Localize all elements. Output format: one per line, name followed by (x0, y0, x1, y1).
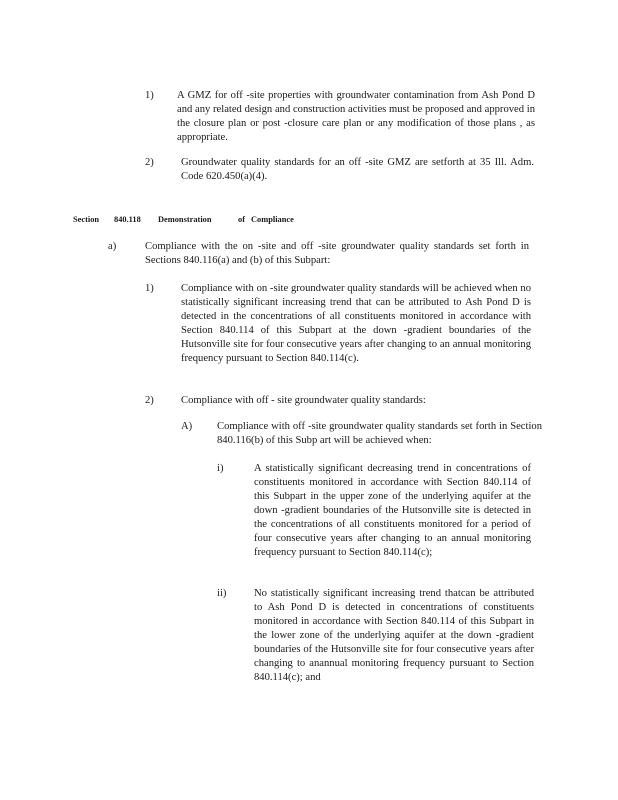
section-title-word: Demonstration (158, 215, 212, 224)
item-text: A GMZ for off -site properties with groundwater contamination from Ash Pond D and any related design and construction activities must be proposed and approved in the closure plan or post -closure care plan or any modification of those plans , as appropriate. (177, 90, 535, 143)
item-number: 2) (145, 157, 154, 168)
section-heading (0, 214, 618, 226)
section-number: 840.118 (114, 215, 141, 224)
section-label: Section (73, 215, 100, 224)
item-number: i) (217, 463, 224, 474)
item-text: Compliance with on -site groundwater quality standards will be achieved when no statistically significant increasing trend that can be attributed to Ash Pond D is detected in the concentrations of all constituents monitored in accordance with Section 840.114 of this Subpart at the down -gradient boundaries of the Hutsonville site for four consecutive years after changing to an annual monitoring frequency pursuant to Section 840.114(c). (181, 283, 531, 364)
item-text: No statistically significant increasing trend thatcan be attributed to Ash Pond D is detected in concentrations of constituents monitored in accordance with Section 840.114 of this Subpart in the lower zone of the underlying aquifer at the down -gradient boundaries of the Hutsonville site for four consecutive years after changing to anannual monitoring frequency pursuant to Section 840.114(c); and (254, 588, 534, 683)
item-number: 1) (145, 90, 154, 101)
item-text: Compliance with the on -site and off -site groundwater quality standards set forth in Sections 840.116(a) and (b) of this Subpart: (145, 241, 529, 266)
item-text: Groundwater quality standards for an off -site GMZ are setforth at 35 Ill. Adm. Code 620.450(a)(4). (181, 157, 534, 182)
item-text: A statistically significant decreasing trend in concentrations of constituents monitored in accordance with Section 840.114 of this Subpart in the upper zone of the underlying aquifer at the down -gradient boundaries of the Hutsonville site is detected in the concentrations of all constituents monitored for a period of four consecutive years after changing to an annual monitoring frequency pursuant to Section 840.114(c); (254, 463, 531, 558)
item-number: a) (108, 241, 117, 252)
section-title-word: Compliance (251, 215, 294, 224)
item-number: 2) (145, 395, 154, 406)
item-text: Compliance with off -site groundwater quality standards set forth in Section 840.116(b) of this Subp art will be achieved when: (217, 421, 542, 446)
section-title-word: of (238, 215, 245, 224)
item-text: Compliance with off - site groundwater quality standards: (181, 395, 426, 406)
item-number: 1) (145, 283, 154, 294)
item-number: A) (181, 421, 193, 432)
item-number: ii) (217, 588, 227, 599)
